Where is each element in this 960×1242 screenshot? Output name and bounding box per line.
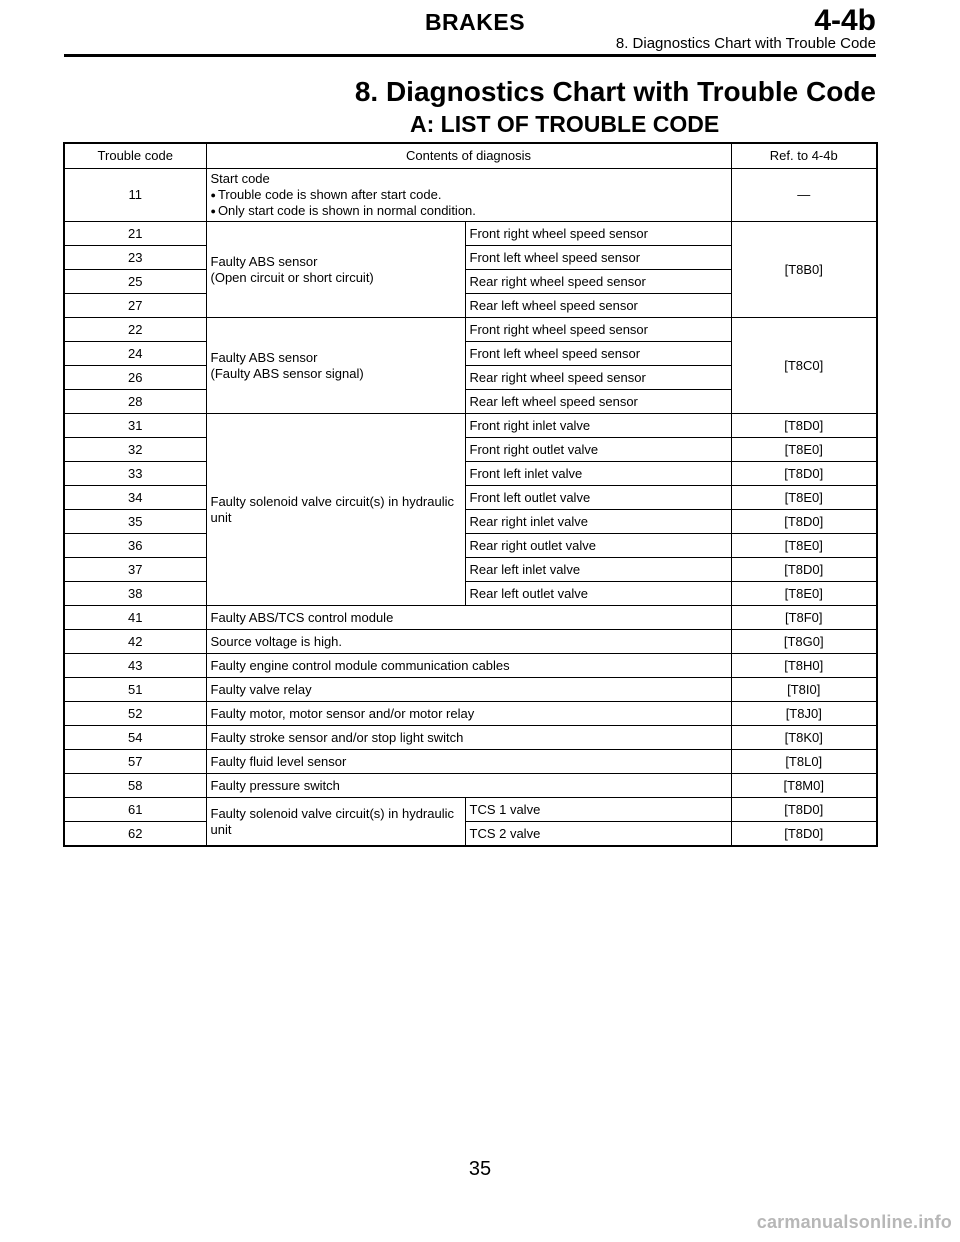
group-description-line: unit [210, 821, 232, 837]
ref-cell: [T8D0] [731, 558, 877, 582]
table-row [64, 798, 877, 822]
ref-cell: [T8E0] [731, 582, 877, 606]
trouble-code-table [63, 142, 878, 847]
table-row [64, 702, 877, 726]
table-row [64, 534, 877, 558]
item-cell: Rear left outlet valve [465, 582, 731, 606]
group-description-line: Faulty solenoid valve circuit(s) in hydraulic [210, 805, 454, 821]
ref-cell: [T8E0] [731, 534, 877, 558]
code-cell: 58 [64, 774, 206, 798]
page-number: 35 [468, 1158, 492, 1180]
ref-cell: [T8D0] [731, 462, 877, 486]
description-cell: Faulty fluid level sensor [206, 750, 731, 774]
code-cell: 52 [64, 702, 206, 726]
item-cell: Rear right inlet valve [465, 510, 731, 534]
code-cell: 36 [64, 534, 206, 558]
table-row [64, 582, 877, 606]
table-row [64, 462, 877, 486]
start-code-line: Start code [210, 171, 270, 186]
header-ref: Ref. to 4-4b [731, 143, 877, 169]
code-cell: 41 [64, 606, 206, 630]
ref-cell: [T8B0] [731, 222, 877, 318]
start-code-description [206, 169, 731, 222]
code-cell: 31 [64, 414, 206, 438]
code-cell: 37 [64, 558, 206, 582]
code-cell: 11 [64, 169, 206, 222]
code-cell: 21 [64, 222, 206, 246]
description-cell: Source voltage is high. [206, 630, 731, 654]
ref-cell: [T8K0] [731, 726, 877, 750]
code-cell: 38 [64, 582, 206, 606]
item-cell: Rear right outlet valve [465, 534, 731, 558]
item-cell: TCS 1 valve [465, 798, 731, 822]
item-cell: TCS 2 valve [465, 822, 731, 847]
header-contents: Contents of diagnosis [206, 143, 731, 169]
code-cell: 61 [64, 798, 206, 822]
table-row [64, 222, 877, 246]
item-cell: Front right inlet valve [465, 414, 731, 438]
table-row [64, 169, 877, 222]
table-row [64, 678, 877, 702]
table-row [64, 486, 877, 510]
ref-cell: [T8G0] [731, 630, 877, 654]
ref-cell: [T8M0] [731, 774, 877, 798]
code-cell: 57 [64, 750, 206, 774]
group-description-line: (Open circuit or short circuit) [210, 269, 374, 285]
code-cell: 33 [64, 462, 206, 486]
ref-cell: [T8E0] [731, 438, 877, 462]
item-cell: Rear left inlet valve [465, 558, 731, 582]
description-cell: Faulty engine control module communication cables [206, 654, 731, 678]
description-cell: Faulty valve relay [206, 678, 731, 702]
ref-cell: — [731, 169, 877, 222]
ref-cell: [T8D0] [731, 510, 877, 534]
description-cell: Faulty motor, motor sensor and/or motor relay [206, 702, 731, 726]
table-row [64, 318, 877, 342]
table-row [64, 606, 877, 630]
table-row [64, 510, 877, 534]
description-cell: Faulty pressure switch [206, 774, 731, 798]
start-code-note: Only start code is shown in normal condition. [217, 203, 476, 218]
description-cell: Faulty stroke sensor and/or stop light switch [206, 726, 731, 750]
ref-cell: [T8I0] [731, 678, 877, 702]
item-cell: Rear right wheel speed sensor [465, 270, 731, 294]
group-description-line: Faulty solenoid valve circuit(s) in hydraulic [210, 493, 454, 509]
ref-cell: [T8D0] [731, 414, 877, 438]
description-cell: Faulty ABS/TCS control module [206, 606, 731, 630]
item-cell: Rear left wheel speed sensor [465, 294, 731, 318]
ref-cell: [T8D0] [731, 798, 877, 822]
bullet-icon: ● [210, 206, 216, 216]
header-rule [64, 54, 876, 57]
code-cell: 23 [64, 246, 206, 270]
table-row [64, 726, 877, 750]
table-row [64, 750, 877, 774]
table-row [64, 414, 877, 438]
ref-cell: [T8F0] [731, 606, 877, 630]
table-row [64, 654, 877, 678]
header-trouble-code: Trouble code [64, 143, 206, 169]
item-cell: Front right wheel speed sensor [465, 318, 731, 342]
group-description-line: Faulty ABS sensor [210, 253, 318, 269]
code-cell: 35 [64, 510, 206, 534]
ref-cell: [T8E0] [731, 486, 877, 510]
code-cell: 42 [64, 630, 206, 654]
code-cell: 24 [64, 342, 206, 366]
group-description [206, 798, 465, 847]
code-cell: 54 [64, 726, 206, 750]
header-chapter: 4-4b [814, 4, 876, 37]
group-description-line: (Faulty ABS sensor signal) [210, 365, 364, 381]
header-section: BRAKES [424, 9, 526, 35]
ref-cell: [T8H0] [731, 654, 877, 678]
code-cell: 43 [64, 654, 206, 678]
ref-cell: [T8C0] [731, 318, 877, 414]
table-row [64, 438, 877, 462]
section-title: A: LIST OF TROUBLE CODE [410, 111, 720, 137]
item-cell: Rear left wheel speed sensor [465, 390, 731, 414]
code-cell: 32 [64, 438, 206, 462]
group-description-line: unit [210, 509, 232, 525]
ref-cell: [T8L0] [731, 750, 877, 774]
code-cell: 25 [64, 270, 206, 294]
bullet-icon: ● [210, 190, 216, 200]
item-cell: Front left wheel speed sensor [465, 246, 731, 270]
group-description [206, 414, 465, 606]
code-cell: 51 [64, 678, 206, 702]
code-cell: 27 [64, 294, 206, 318]
start-code-note: Trouble code is shown after start code. [217, 187, 442, 202]
watermark: carmanualsonline.info [756, 1212, 952, 1232]
ref-cell: [T8D0] [731, 822, 877, 847]
page-title: 8. Diagnostics Chart with Trouble Code [354, 76, 876, 107]
table-row [64, 774, 877, 798]
item-cell: Front left outlet valve [465, 486, 731, 510]
table-header-row [64, 143, 877, 169]
header-subtitle: 8. Diagnostics Chart with Trouble Code [615, 35, 876, 52]
code-cell: 28 [64, 390, 206, 414]
table-row [64, 558, 877, 582]
item-cell: Rear right wheel speed sensor [465, 366, 731, 390]
code-cell: 34 [64, 486, 206, 510]
code-cell: 26 [64, 366, 206, 390]
code-cell: 22 [64, 318, 206, 342]
table-row [64, 630, 877, 654]
item-cell: Front right outlet valve [465, 438, 731, 462]
group-description [206, 222, 465, 318]
group-description-line: Faulty ABS sensor [210, 349, 318, 365]
item-cell: Front right wheel speed sensor [465, 222, 731, 246]
item-cell: Front left inlet valve [465, 462, 731, 486]
ref-cell: [T8J0] [731, 702, 877, 726]
code-cell: 62 [64, 822, 206, 847]
table-row [64, 822, 877, 847]
item-cell: Front left wheel speed sensor [465, 342, 731, 366]
group-description [206, 318, 465, 414]
